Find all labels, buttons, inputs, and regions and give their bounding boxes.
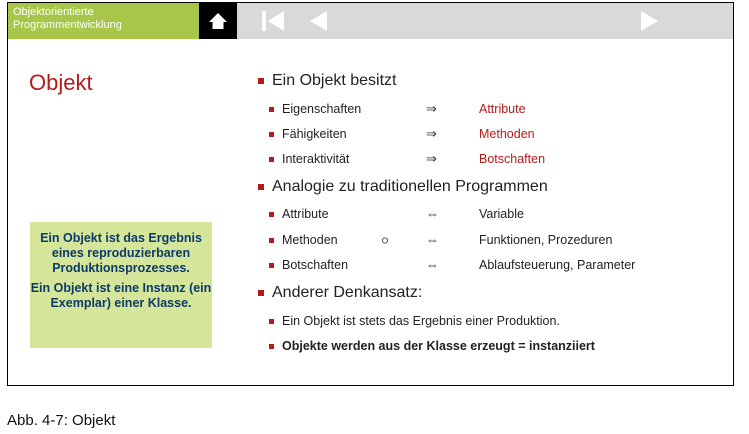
item-value: Botschaften — [479, 152, 546, 166]
figure-caption: Abb. 4-7: Objekt — [7, 412, 116, 429]
course-title-line2: Programmentwicklung — [13, 19, 122, 31]
skip-to-first-icon — [258, 9, 286, 33]
bullet-square — [269, 132, 274, 137]
course-title-line1: Objektorientierte — [13, 6, 94, 18]
bullet-square — [258, 78, 264, 84]
equivalence-arrow-icon: ⇔ — [426, 206, 439, 221]
home-icon — [208, 11, 228, 31]
home-button[interactable] — [199, 3, 237, 39]
slide-title: Objekt — [29, 70, 93, 95]
course-title — [8, 3, 199, 39]
first-slide-button[interactable] — [255, 3, 289, 39]
definition-callout — [30, 222, 212, 348]
equivalence-arrow-icon: ⇔ — [426, 232, 439, 247]
item-text: Objekte werden aus der Klasse erzeugt = instanziiert — [282, 339, 595, 353]
implies-arrow-icon: ⇒ — [426, 151, 437, 166]
implies-arrow-icon: ⇒ — [426, 101, 437, 116]
navigation-strip — [237, 3, 733, 39]
previous-slide-button[interactable] — [303, 3, 333, 39]
bullet-square — [269, 263, 274, 268]
item-label: Methoden — [282, 233, 338, 247]
bullet-square — [269, 107, 274, 112]
bullet-square — [269, 319, 274, 324]
item-value: Methoden — [479, 127, 535, 141]
item-value: Variable — [479, 207, 524, 221]
item-label: Fähigkeiten — [282, 127, 347, 141]
item-label: Botschaften — [282, 258, 349, 272]
callout-text-2: Ein Objekt ist eine Instanz (ein Exemplar) einer Klasse. — [30, 281, 212, 310]
implies-arrow-icon: ⇒ — [426, 126, 437, 141]
item-value: Attribute — [479, 102, 526, 116]
previous-icon — [307, 9, 329, 33]
item-label: Attribute — [282, 207, 329, 221]
top-bar — [8, 3, 733, 39]
equivalence-arrow-icon: ⇔ — [426, 257, 439, 272]
bullet-square — [269, 157, 274, 162]
bullet-square — [258, 290, 264, 296]
bullet-square — [269, 212, 274, 217]
bullet-square — [269, 238, 274, 243]
item-value: Funktionen, Prozeduren — [479, 233, 613, 247]
next-icon — [639, 9, 661, 33]
item-value: Ablaufsteuerung, Parameter — [479, 258, 636, 272]
bullet-square — [258, 184, 264, 190]
callout-text-1: Ein Objekt ist das Ergebnis eines reproduzierbaren Produktionsprozesses. — [40, 231, 202, 275]
item-label: Interaktivität — [282, 152, 350, 166]
item-text: Ein Objekt ist stets das Ergebnis einer Produktion. — [282, 314, 560, 328]
bullet-square — [269, 344, 274, 349]
slide: Objektorientierte Programmentwicklung Objekt Ein Objekt ist das Ergebnis eines reproduzierbaren Produktionsprozesses. Ein Objekt ist eine Instanz (ein Exemplar) einer Klasse. Ein Objekt besitzt Eigenschaften ⇒ Attribute Fähigkeiten ⇒ Methoden Interaktivität ⇒ Botschaften Analogie zu traditionellen Programmen Attribute ⇔ Variable Methoden ⇔ Funktionen, Prozeduren Botschaften ⇔ Ablaufsteuerung, Parameter Anderer Denkansatz: Ein Objekt ist stets das Ergebnis einer Produktion. Objekte werden aus der Klasse erzeugt = instanziiert — [7, 2, 734, 386]
cursor-icon — [381, 236, 389, 245]
next-slide-button[interactable] — [635, 3, 665, 39]
item-label: Eigenschaften — [282, 102, 362, 116]
